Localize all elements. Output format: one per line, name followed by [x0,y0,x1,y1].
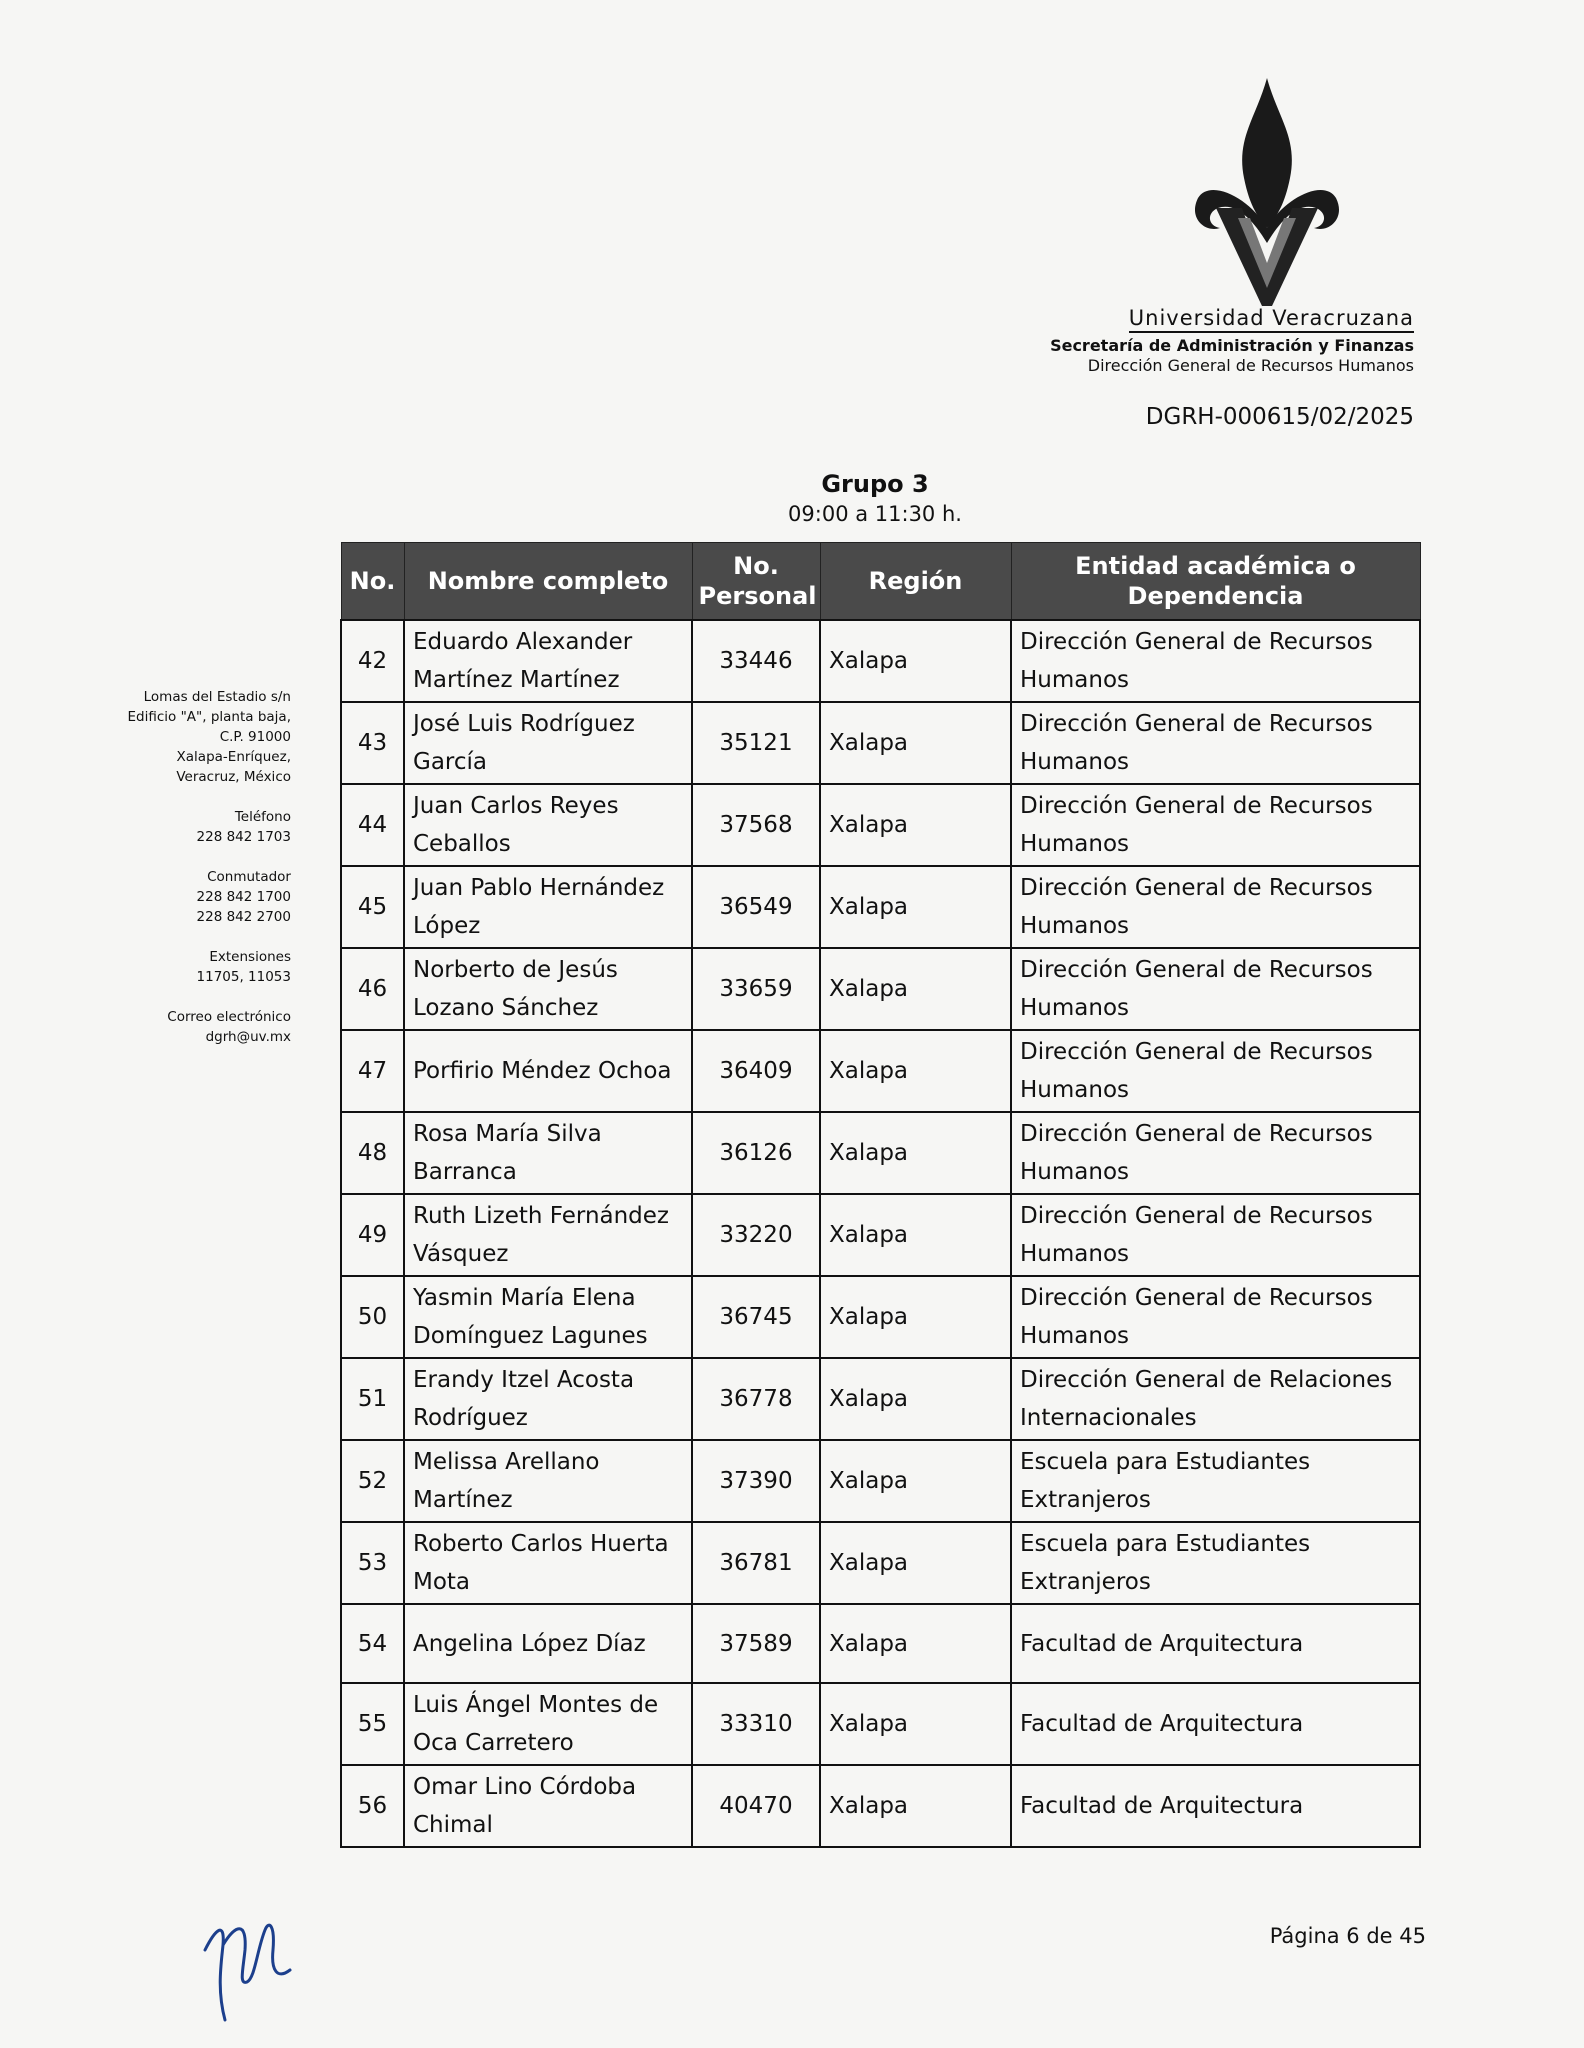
cell-entity: Escuela para Estudiantes Extranjeros [1011,1440,1420,1522]
cell-name: Norberto de Jesús Lozano Sánchez [404,948,692,1030]
cell-personal: 40470 [692,1765,820,1847]
cell-entity: Dirección General de Recursos Humanos [1011,1276,1420,1358]
cell-name: Angelina López Díaz [404,1604,692,1683]
cell-personal: 36409 [692,1030,820,1112]
group-heading [0,470,1584,526]
cell-personal: 36745 [692,1276,820,1358]
table-row [341,1030,1420,1112]
cell-name: Yasmin María Elena Domínguez Lagunes [404,1276,692,1358]
extensions-block [128,947,291,987]
cell-region: Xalapa [820,1276,1011,1358]
email-value: dgrh@uv.mx [205,1029,291,1045]
cell-name: Omar Lino Córdoba Chimal [404,1765,692,1847]
column-header-personal: No. Personal [692,543,820,621]
university-logo [1180,78,1355,308]
table-row [341,1604,1420,1683]
address-block [128,687,291,787]
cell-personal: 36781 [692,1522,820,1604]
table-header-row [341,543,1420,621]
cell-entity: Dirección General de Recursos Humanos [1011,1030,1420,1112]
cell-no: 55 [341,1683,404,1765]
table-row [341,1440,1420,1522]
cell-name: Roberto Carlos Huerta Mota [404,1522,692,1604]
cell-name: Ruth Lizeth Fernández Vásquez [404,1194,692,1276]
cell-personal: 33310 [692,1683,820,1765]
cell-personal: 36126 [692,1112,820,1194]
cell-entity: Dirección General de Recursos Humanos [1011,948,1420,1030]
cell-no: 46 [341,948,404,1030]
contact-sidebar [128,687,291,1067]
cell-no: 54 [341,1604,404,1683]
table-row [341,1276,1420,1358]
cell-no: 47 [341,1030,404,1112]
cell-personal: 37390 [692,1440,820,1522]
cell-region: Xalapa [820,1358,1011,1440]
cell-no: 44 [341,784,404,866]
cell-entity: Dirección General de Recursos Humanos [1011,866,1420,948]
group-title: Grupo 3 [821,470,929,498]
cell-personal: 33220 [692,1194,820,1276]
cell-no: 43 [341,702,404,784]
cell-no: 53 [341,1522,404,1604]
table-row [341,948,1420,1030]
cell-name: José Luis Rodríguez García [404,702,692,784]
cell-no: 52 [341,1440,404,1522]
cell-entity: Facultad de Arquitectura [1011,1604,1420,1683]
cell-region: Xalapa [820,948,1011,1030]
address-line: Xalapa-Enríquez, [176,749,291,765]
cell-region: Xalapa [820,702,1011,784]
phone-block [128,807,291,847]
phone-label: Teléfono [234,809,291,825]
table-row [341,866,1420,948]
cell-entity: Escuela para Estudiantes Extranjeros [1011,1522,1420,1604]
cell-personal: 35121 [692,702,820,784]
cell-name: Eduardo Alexander Martínez Martínez [404,620,692,702]
switchboard-block [128,867,291,927]
table-row [341,702,1420,784]
participants-table [340,542,1421,1848]
email-block [128,1007,291,1047]
handwritten-signature [195,1890,305,2030]
column-header-region: Región [820,543,1011,621]
document-reference: DGRH-000615/02/2025 [1145,404,1414,430]
table-row [341,620,1420,702]
column-header-name: Nombre completo [404,543,692,621]
cell-personal: 36778 [692,1358,820,1440]
cell-region: Xalapa [820,866,1011,948]
cell-personal: 37568 [692,784,820,866]
table-row [341,1112,1420,1194]
cell-region: Xalapa [820,1604,1011,1683]
cell-region: Xalapa [820,1683,1011,1765]
cell-name: Melissa Arellano Martínez [404,1440,692,1522]
cell-name: Erandy Itzel Acosta Rodríguez [404,1358,692,1440]
cell-name: Juan Pablo Hernández López [404,866,692,948]
cell-personal: 33659 [692,948,820,1030]
table-row [341,1522,1420,1604]
address-line: Edificio "A", planta baja, [127,709,291,725]
cell-entity: Dirección General de Recursos Humanos [1011,702,1420,784]
table-row [341,1683,1420,1765]
cell-entity: Dirección General de Recursos Humanos [1011,784,1420,866]
cell-region: Xalapa [820,1440,1011,1522]
cell-personal: 36549 [692,866,820,948]
cell-entity: Facultad de Arquitectura [1011,1765,1420,1847]
directorate-name: Dirección General de Recursos Humanos [1087,356,1414,375]
table-row [341,784,1420,866]
table-row [341,1358,1420,1440]
cell-no: 51 [341,1358,404,1440]
group-time: 09:00 a 11:30 h. [788,502,962,526]
cell-region: Xalapa [820,1194,1011,1276]
extensions-label: Extensiones [209,949,291,965]
table-row [341,1765,1420,1847]
cell-no: 50 [341,1276,404,1358]
cell-entity: Facultad de Arquitectura [1011,1683,1420,1765]
phone-number: 228 842 1703 [196,829,291,845]
institution-name: Universidad Veracruzana [1129,306,1414,333]
switchboard-label: Conmutador [207,869,291,885]
email-label: Correo electrónico [167,1009,291,1025]
table-body [341,620,1420,1847]
cell-name: Porfirio Méndez Ochoa [404,1030,692,1112]
address-line: Lomas del Estadio s/n [143,689,291,705]
cell-no: 49 [341,1194,404,1276]
cell-entity: Dirección General de Relaciones Internacionales [1011,1358,1420,1440]
institution-header [1050,306,1414,375]
cell-personal: 33446 [692,620,820,702]
cell-entity: Dirección General de Recursos Humanos [1011,1112,1420,1194]
switchboard-number: 228 842 2700 [196,909,291,925]
column-header-no: No. [341,543,404,621]
cell-entity: Dirección General de Recursos Humanos [1011,1194,1420,1276]
cell-region: Xalapa [820,1030,1011,1112]
table-row [341,1194,1420,1276]
cell-no: 56 [341,1765,404,1847]
cell-region: Xalapa [820,1522,1011,1604]
cell-no: 48 [341,1112,404,1194]
cell-region: Xalapa [820,620,1011,702]
cell-entity: Dirección General de Recursos Humanos [1011,620,1420,702]
cell-no: 42 [341,620,404,702]
cell-name: Rosa María Silva Barranca [404,1112,692,1194]
secretariat-name: Secretaría de Administración y Finanzas [1050,336,1414,355]
cell-personal: 37589 [692,1604,820,1683]
switchboard-number: 228 842 1700 [196,889,291,905]
cell-no: 45 [341,866,404,948]
address-line: Veracruz, México [176,769,291,785]
cell-name: Juan Carlos Reyes Ceballos [404,784,692,866]
cell-name: Luis Ángel Montes de Oca Carretero [404,1683,692,1765]
cell-region: Xalapa [820,1112,1011,1194]
column-header-entity: Entidad académica o Dependencia [1011,543,1420,621]
page-number: Página 6 de 45 [1269,1924,1426,1948]
extensions-value: 11705, 11053 [196,969,291,985]
address-line: C.P. 91000 [219,729,291,745]
cell-region: Xalapa [820,784,1011,866]
cell-region: Xalapa [820,1765,1011,1847]
